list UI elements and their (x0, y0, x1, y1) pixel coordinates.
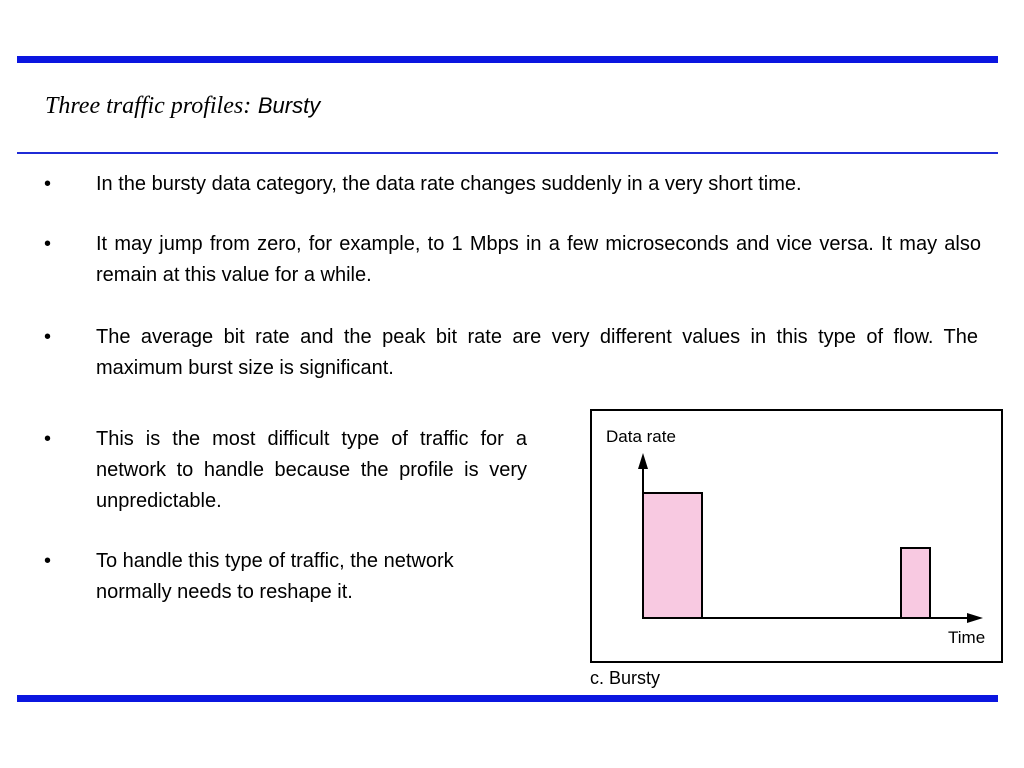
bullet-item-4 (44, 424, 527, 517)
slide-title (45, 92, 320, 120)
bullet-item-2 (44, 229, 981, 291)
y-axis-arrowhead (638, 453, 648, 469)
figure-caption: c. Bursty (590, 668, 661, 688)
title-divider (17, 152, 998, 154)
bullet-dot: • (44, 326, 52, 348)
x-axis-arrowhead (967, 613, 983, 623)
slide-title-prefix: Three traffic profiles: (45, 93, 252, 119)
slide-title-suffix: Bursty (257, 93, 321, 118)
bullet-dot: • (44, 173, 52, 195)
burst-pulse-2 (901, 548, 930, 618)
bullet-item-1 (44, 169, 978, 200)
bullet-text-2: It may jump from zero, for example, to 1 Mbps in a few microseconds and vice versa. It may also remain at this value for a while. (96, 233, 981, 286)
bullet-text-4: This is the most difficult type of traffic for a network to handle because the profile is very unpredictable. (96, 428, 527, 512)
bullet-text-3: The average bit rate and the peak bit rate are very different values in this type of flow. The maximum burst size is significant. (96, 326, 978, 379)
bullet-dot: • (44, 233, 52, 255)
y-axis-label: Data rate (606, 427, 676, 446)
bullet-item-5 (44, 546, 527, 608)
bullet-text-5: To handle this type of traffic, the network normally needs to reshape it. (96, 550, 454, 603)
x-axis-label: Time (948, 628, 986, 647)
bursty-traffic-diagram (590, 409, 1003, 663)
bullet-text-1: In the bursty data category, the data rate changes suddenly in a very short time. (96, 173, 802, 195)
top-accent-bar (17, 56, 998, 63)
bullet-item-3 (44, 322, 978, 384)
bottom-accent-bar (17, 695, 998, 702)
bullet-dot: • (44, 428, 52, 450)
bullet-dot: • (44, 550, 52, 572)
burst-pulse-1 (643, 493, 702, 618)
